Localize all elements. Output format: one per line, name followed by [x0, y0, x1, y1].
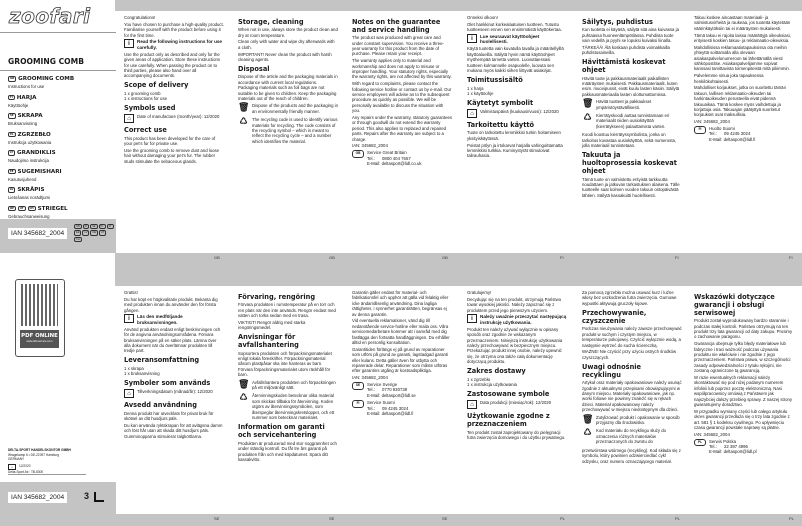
paragraph: IAN: 345682_2004 [694, 431, 730, 437]
country-badge: PL [100, 225, 104, 228]
language-subtitle: Bruksanvisning [8, 121, 38, 126]
language-subtitle: Instructions for use [8, 84, 45, 89]
paragraph: Sopsortera produkten och förpackningsmaterialet enligt lokala föreskrifter. Förpackningsmaterial såsom plastpåsar ska inte hanteras av barn. Förvara förpackningsmaterialet utom räckhåll för barn. [238, 350, 332, 378]
section-heading: Wskazówki dotyczące gwarancji i obsługi serwisowej [694, 292, 775, 317]
service-name: Service Great Britain [367, 150, 407, 156]
service-email: E-Mail: deltasport@lidl.pl [709, 449, 757, 455]
paragraph: Clean only with water and wipe dry afterwards with a cloth. [238, 39, 335, 50]
paragraph: Vid eventuella reklamationer, vänd dig till nedanstående service-hotline eller maila oss. Våra servicemedarbetare kommer att i samråd med dig fastlägga den fortsatta handläggningen. Du erhåller alltid en personlig konsultation. [352, 318, 450, 346]
language-title-row [8, 169, 62, 175]
country-badge: AT [101, 231, 105, 235]
country-code-badge: PL [10, 132, 14, 136]
service-name: Huolto Suomi [709, 126, 735, 132]
symbol-entry [124, 114, 224, 123]
country-badge: EE [76, 231, 80, 235]
language-title-row [8, 132, 51, 138]
corner-mark-icon [94, 492, 104, 502]
service-email: E-Mail: deltasport@lidl.co.uk [367, 160, 422, 166]
paragraph: The warranty applies only to material and workmanship and does not apply to misuse or improper handling. Your statutory rights, especially the warranty rights, are not affected by this warranty. [352, 58, 452, 80]
language-entry [8, 76, 74, 89]
service-contact [352, 400, 452, 416]
recycling-note [582, 113, 682, 129]
service-lines [709, 126, 755, 142]
language-product-name: GROOMING COMB [18, 76, 75, 82]
qr-code-icon [21, 284, 58, 326]
country-badge: CH [76, 237, 80, 241]
qr-code-box[interactable] [15, 279, 65, 357]
paragraph: Mahdollisissa reklamaatiotapauksissa ota meihin yhteyttä soittamalla alla olevaan asiakaspalvelunumeroon tai lähettämällä viesti sähköpostitse. Asiakaspalvelijamme sopivat kanssasi tarvittavista toimenpiteistä mitä pikimmin. [694, 44, 790, 72]
language-entry [8, 150, 56, 163]
paragraph: 1 x harja 1 x käyttöohje [467, 85, 494, 96]
country-badge: FI [352, 400, 364, 408]
factory-icon: ⌂ [124, 389, 134, 398]
service-phone: Tel.: 0800 404 7657 [367, 155, 411, 161]
service-lines [709, 439, 757, 455]
language-entry [8, 169, 62, 182]
top-header-strip [115, 0, 802, 11]
country-badge: GB [76, 225, 80, 228]
service-lines [367, 400, 413, 416]
bottom-column [467, 290, 567, 442]
language-entry [8, 113, 43, 126]
paragraph: Garantitiden förlängs ej på grund av reparationer som utförs på grund av garanti, lagstadgad garanti eller kulans. Detta gäller även för utbytta och reparerade delar. Reparationer som måste utföras efter garantins utgång är kostnadspliktiga. [352, 346, 449, 374]
language-title-row [8, 206, 68, 212]
language-subtitle: Instrukcja użytkowania [8, 139, 52, 145]
note-text: Lue seuraavat käyttöohjeet huolellisesti. [480, 34, 540, 45]
section-heading: Symbols used [124, 104, 176, 113]
page-language-label: FI [789, 255, 793, 260]
country-badge: FI [694, 126, 706, 134]
language-subtitle: Gebrauchsanweisung [8, 213, 50, 219]
symbol-text: Valmistuspäivä (kuukausi/vuosi): 12/2020 [480, 108, 559, 114]
service-phone: Tel.: 0770 930739 [367, 387, 408, 393]
paragraph: Decydując się na ten produkt, otrzymują Państwo towar wysokiej jakości. Należy zapoznać się z produktem przed jego pierwszym użyciem. [467, 296, 562, 313]
company-info [8, 448, 71, 474]
bottom-column [694, 290, 794, 457]
section-heading: Tarkoitettu käyttö [467, 120, 535, 129]
paragraph: When not in use, always store the product clean and dry at room temperature. [238, 27, 338, 38]
symbol-text: Tillverkningsdatum (månad/år): 12/2020 [137, 389, 213, 395]
top-column [124, 15, 224, 166]
pdf-online-badge [20, 330, 59, 348]
book-icon: i [467, 34, 477, 43]
paragraph: Förvara produkten i rumstemperatur på en torr och ren plats när den inte används. Rengör endast med vatten och torka sedan med en trasa. [238, 302, 336, 318]
service-phone: Tel.: 09 4245 3024 [367, 405, 409, 411]
factory-icon: ⌂ [467, 400, 477, 409]
service-name: Serwis Polska [709, 438, 736, 444]
note-text: Należy uważnie przeczytać następującą instrukcję użytkowania. [480, 314, 567, 325]
language-subtitle: Kasutusjuhend [8, 176, 37, 182]
language-entry [8, 187, 50, 200]
section-heading: Scope of delivery [124, 81, 189, 90]
paragraph: Produkten är producerad med stor noggrannhet och under ständig kontroll. Du får tre års garanti på produkten från och med köpdatumet. Spara ditt kassakvitto. [238, 441, 337, 463]
page-language-label: PL [789, 516, 794, 521]
service-phone: Tel.: 09 4245 3024 [709, 131, 751, 137]
pdf-online-label: PDF ONLINE [21, 333, 58, 339]
factory-icon: ⌂ [124, 114, 134, 123]
symbol-text: Återvinningskoden betecknar olika material som skickas tillbaka för återvinning. Koden utgörs av återvinningssymbolen, som återspeglar återvinningskretsloppet, och ett nummer som betecknar materialet. [252, 393, 335, 421]
paragraph: VIKTIGT! Rengör aldrig med starka rengöringsmedel. [238, 319, 306, 331]
paragraph: Käytä tuotetta vain kuvatulla tavalla ja määritellyillä käyttöalueilla. Säilytä hyvin nämä käyttöohjeet myöhempää tarvetta varten. Luovuttaessasi tuotteen kolmannelle osapuolelle, luovuta sen mukana myös kaikki siihen liittyvät asiakirjat. [467, 46, 564, 74]
page-language-label: FI [675, 255, 679, 260]
read-instructions-note [467, 314, 567, 324]
disposal-note [582, 415, 682, 426]
product-title: GROOMING COMB [8, 57, 84, 66]
paragraph: Tämä tuote on valmistettu erityistä tarkkuutta noudattaen ja jatkuvan tarkastuksen alaisena. Tälle tuotteelle saat kolmen vuoden takuun ostopäivästä lähtien. Säilytä kassakuitti huolellisesti. [582, 176, 680, 198]
page-language-label: GB [329, 255, 335, 260]
paragraph: Gwarancja obejmuje tylko błędy materiałowe lub fabryczne i traci ważność podczas używania produktu nie właściwie i nie zgodnie z jego przeznaczeniem. Państwa prawa, w szczególności zasady odpowiedzialności z tytułu rękojmi, nie zostaną ograniczone tą gwarancją. [694, 341, 791, 374]
section-heading: Avsedd användning [124, 401, 197, 410]
paragraph: The product was produced with great care and under constant supervision. You receive a three-year warranty for this product from the date of purchase. Please retain your receipt. [352, 35, 444, 57]
section-heading: Säilytys, puhdistus [582, 17, 653, 26]
recycling-icon: ♺ [583, 112, 592, 123]
page-language-label: SE [442, 516, 448, 521]
service-name: Service Sverige [367, 382, 398, 388]
paragraph: TÄRKEÄÄ! Älä koskaan puhdista voimakkailla puhdistusaineilla. [582, 44, 670, 56]
top-column [467, 15, 567, 160]
language-title-row [8, 76, 74, 82]
paragraph: Garantin gäller endast för material- och fabrikationsfel och upphör att gälla vid felaktig eller icke ändamålsenlig användning. Dina lagliga rättigheter, i synnerhet garantirätten, begränsas ej av denna garantin. [352, 290, 449, 317]
top-column [238, 15, 338, 147]
country-badge: PL [694, 439, 706, 447]
paragraph: IMPORTANT! Never clean the product with harsh cleaning agents. [238, 51, 332, 62]
paragraph: Grattis! [124, 290, 138, 295]
paragraph: Produkt został wyprodukowany bardzo starannie i podczas stałej kontroli. Państwo otrzymują na ten produkt trzy lata gwarancji od daty zakupu. Prosimy o zachowanie paragonu. [694, 318, 793, 340]
paragraph: Use the grooming comb to remove dust and loose hair without damaging your pet's fur. The rubber studs stimulate the sebaceous glands. [124, 148, 220, 164]
service-phone: Tel.: 22 397 4996 [709, 443, 748, 449]
section-heading: Notes on the guarantee and service handling [352, 17, 441, 34]
country-badge: GB [352, 150, 364, 158]
country-code-badge: CH [29, 206, 34, 210]
language-product-name: SKRĀPIS [17, 187, 45, 193]
section-heading: Toimitussisältö [467, 75, 523, 84]
waste-bin-icon: 🗑 [238, 378, 250, 389]
paragraph: Denna produkt har utvecklats för privat bruk för skötsel av ditt husdjurs päls. [124, 410, 214, 422]
symbol-text: Dispose of the products and the packaging in an environmentally friendly manner. [252, 103, 338, 114]
symbol-text: Avfallshantera produkten och förpackningen på ett miljövänligt sätt. [252, 379, 336, 391]
page-language-label: SE [214, 516, 220, 521]
section-heading: Käytetyt symbolit [467, 98, 534, 107]
ian-number-bottom: IAN 345682_2004 [8, 492, 67, 503]
section-heading: Förvaring, rengöring [238, 292, 316, 301]
factory-icon: ⌂ [467, 109, 477, 118]
page-language-label: FI [560, 255, 564, 260]
symbol-entry [124, 389, 224, 398]
paragraph: Du kan använda ryktskrapan för att avlägsna damm och löst hår utan att skada ditt husdjurs päls. Gumminopparna stimulerar talgkörtlarna. [124, 423, 223, 439]
language-product-name: ZGRZEBŁO [17, 131, 51, 138]
paragraph: 1 x skrapa 1 x bruksanvisning [124, 365, 160, 377]
language-product-name: GRANDIKLIS [17, 150, 56, 156]
symbol-text: Hävitä tuotteet ja pakkaukset ympäristöystävällisesti. [596, 99, 652, 110]
section-heading: Disposal [238, 64, 270, 73]
paragraph: Mahdolliset korjaukset, jotka on suoritettu tämän takuun, laillisen reklamaatio-oikeuden tai harkintaoikeuden perusteella eivät pidennä takuuaikaa. Tämä koskee myös vaihdettuja ja korjattuja osia. Takuuajan päätyttyä suoritetut korjaukset ovat maksullisia. [694, 85, 786, 118]
symbol-entry [467, 400, 567, 409]
top-column [352, 15, 452, 168]
cover-top [0, 0, 116, 253]
paragraph: Ten produkt został zaprojektowany do pielęgnacji futra zwierzęcia domowego i do użytku prywatnego. [467, 429, 566, 441]
paragraph: Tuote on tarkoitettu lemmikkisi turkin hoitamiseen yksityiskäytössä. [467, 130, 561, 141]
language-subtitle: Naudojimo instrukcija [8, 158, 49, 163]
section-heading: Anvisningar för avfallshantering [238, 333, 299, 350]
language-entry [8, 95, 36, 108]
paragraph: With regard to complaints, please contact the following service hotline or contact us by e-mail. Our service employees will advise as to the subsequent procedure as quickly as possible. We will be personally available to discuss the situation with you. [352, 81, 452, 114]
pdf-online-url: www.lidl-service.com [26, 339, 53, 343]
symbol-text: Kod materiału do recyklingu służy do oznaczenia różnych materiałów przeznaczonych do zwrotu do [596, 428, 666, 445]
symbol-text: Data produkcji (miesiąc/rok): 12/2020 [480, 400, 552, 406]
page-number: 3 [84, 491, 90, 501]
paragraph: Koodi koostuu kierrätyssymbolista, jonka on tarkoitus kuvastaa uusiokäyttöä, sekä numerosta, jolla materiaali tunnistetaan. [582, 132, 677, 149]
section-heading: Zastosowane symbole [467, 390, 550, 399]
book-icon: i [124, 314, 134, 323]
country-code-badge: FI [10, 95, 13, 99]
company-name: DELTA-SPORT HANDELSKONTOR GMBH [8, 448, 71, 452]
symbol-entry [467, 109, 567, 118]
paragraph: This product has been developed for the care of your pet's fur for private use. [124, 135, 216, 147]
page-language-label: GB [214, 255, 220, 260]
recycling-note [582, 428, 682, 444]
paragraph: IAN: 345682_2004 [694, 119, 730, 125]
recycling-icon: ♺ [239, 116, 248, 127]
top-column [582, 15, 682, 200]
paragraph: Du har köpt en högkvalitativ produkt. Bekanta dig med produkten innan du använder den för första gången. [124, 296, 218, 313]
service-contact [694, 126, 794, 142]
paragraph: Kun tuotetta ei käytetä, säilytä sitä aina kuivassa ja puhtaassa huoneenlämpötilassa. Puhdista tuote vain vedellä ja pyyhi se lopuksi kuivaksi liinalla. [582, 27, 679, 43]
country-code-badge: EE [10, 169, 14, 173]
paragraph: 1 x zgrzebło 1 x instrukcja użytkowania [467, 376, 517, 388]
disposal-note [582, 99, 682, 110]
recycling-icon: ♺ [583, 427, 592, 438]
paragraph: Use the product only as described and only for the given areas of application. Store these instructions for use carefully. When passing the product on to third parties, please also hand over all accompanying documents. [124, 51, 221, 79]
service-name: Service Suomi [367, 400, 395, 406]
language-entry [8, 206, 68, 219]
brand-logo: zoofari [9, 4, 91, 28]
paragraph: 1 x grooming comb 1 x instructions for use [124, 90, 167, 102]
paragraph: Any repairs under the warranty, statutory guarantees or through goodwill do not extend the warranty period. This also applies to replaced and repaired parts. Repairs after the warranty are subject to a charge. [352, 114, 452, 142]
paragraph: IAN: 345682_2004 [352, 143, 388, 149]
recycling-note [238, 117, 338, 144]
divider [8, 474, 86, 475]
country-code-badge: DE [10, 206, 14, 210]
country-code-badge: LV [10, 188, 14, 192]
language-product-name: HARJA [16, 94, 37, 101]
service-email: E-Mail: deltasport@lidl.se [367, 392, 416, 398]
symbol-text: Kierrätyskoodi auttaa tunnistamaan eri materiaalit niiden uusiokäyttöä (kierrätykseen) palauttamista varten. [596, 113, 670, 129]
page-language-label: GB [442, 255, 448, 260]
read-instructions-note [467, 34, 567, 44]
page-language-label: PL [675, 516, 680, 521]
divider [0, 70, 116, 71]
language-product-name: STRIEGEL [37, 205, 68, 212]
section-heading: Użytkowanie zgodne z przeznaczeniem [467, 412, 550, 429]
language-entry [8, 132, 51, 145]
paragraph: WAŻNE! Nie czyścić przy użyciu ostrych środków czyszczących. [582, 349, 677, 360]
ian-number: IAN 345682_2004 [8, 228, 67, 239]
country-code-badge: GB [10, 77, 15, 81]
language-title-row [8, 95, 36, 101]
section-heading: Correct use [124, 126, 167, 135]
section-heading: Hävittämistä koskevat ohjeet [582, 58, 666, 75]
company-address: Wragekamp 6 • DE-22397 Hamburg [8, 452, 60, 457]
service-lines [367, 382, 416, 398]
paragraph: Tämä takuu ei rajoita laissa määrättyjä oikeuksiasi, erityisesti koskien takuu- ja reklamaatio-oikeuksia. [694, 32, 791, 44]
note-text: Read the following instructions for use carefully. [137, 39, 222, 50]
section-heading: Storage, cleaning [238, 17, 304, 26]
paragraph: Podczas nieużywania należy zawsze przechowywać produkt w suchym i czystym miejscu, w temperaturze pokojowej. Czyścić wyłącznie wodą, a następnie wytrzeć do sucha ściereczką. [582, 326, 682, 348]
paragraph: Za pomocą zgrzebła można usuwać kurz i luźne włosy bez uszkodzenia futra zwierzęcia. Gumowe wypustki aktywują gruczoły łojowe. [582, 290, 677, 306]
section-heading: Przechowywanie, czyszczenie [582, 308, 647, 325]
language-product-name: SUGEMISHARI [17, 168, 62, 175]
country-badge: FI [84, 225, 88, 228]
divider [0, 32, 116, 33]
paragraph: Takuu koskee ainoastaan materiaali- ja valmistusvirheitä ja raukeaa, jos tuotetta käytetään väärinkäytöksiin tai ei määräysten mukaisesti. [694, 15, 791, 31]
paragraph: IAN: 345682_2004 [352, 375, 388, 381]
paragraph: You have chosen to purchase a high-quality product. Familiarise yourself with the product before using it for the first time. [124, 21, 224, 38]
country-badge: DE [92, 231, 97, 235]
section-heading: Zakres dostawy [467, 367, 526, 376]
paragraph: Hävitä tuote ja pakkausmateriaalit paikallisten määräysten mukaisesti. Pakkausmateriaalit, kuten esim. muovipussit, eivät kuulu lasten käsiin. Säilytä pakkausmateriaalia lasten ulottumattomissa. [582, 75, 680, 97]
top-column [694, 15, 794, 144]
symbol-text: Date of manufacture (month/year): 12/2020 [137, 114, 220, 120]
country-code-badge: LT [10, 151, 13, 155]
paragraph: Produkt ten należy używać wyłącznie w opisany sposób oraz zgodnie ze wskazanym przeznaczeniem. Niniejszą instrukcję użytkowania należy przechowywać w bezpiecznym miejscu. Przekazując produkt innej osobie, należy upewnić się, że otrzyma ona także całą dokumentację dotyczącą produktu. [467, 326, 563, 365]
recycling-icon: ♺ [239, 392, 248, 403]
read-instructions-note [124, 314, 224, 324]
section-heading: Symboler som används [124, 379, 211, 388]
manufacture-date-icon: ⌂ [8, 464, 16, 470]
waste-bin-icon: 🗑 [238, 102, 250, 113]
country-badge: LT [108, 225, 112, 228]
disposal-note [238, 103, 338, 114]
service-email: E-Mail: deltasport@lidl.fi [367, 411, 414, 417]
language-subtitle: Käyttöohje [8, 102, 29, 108]
bottom-column [238, 290, 338, 464]
symbol-text: Zutylizować produkt i opakowanie w sposób przyjazny dla środowiska. [596, 414, 680, 426]
country-code-badge: SE [10, 114, 14, 118]
paragraph: Artykuł oraz materiały opakowaniowe należy usunąć zgodnie z aktualnymi przepisami obowiązującymi w danym miejscu. Materiały opakowaniowe, jak np. worki foliowe nie powinny znaleźć się w rękach dzieci. Materiał opakowaniowy należy przechowywać w miejscu niedostępnym dla dzieci. [582, 380, 682, 413]
paragraph: Gratulujemy! [467, 290, 492, 295]
delta-sport-number: Delta-Sport-Nr.: TB-8300 [8, 469, 44, 474]
paragraph: Poistat pölyn ja irtokarvat harjalla vahingoittamatta lemmikkisi turkkia. Kuminystyrät stimuloivat talirauhasia. [467, 142, 563, 159]
service-email: E-Mail: deltasport@lidl.fi [709, 136, 756, 142]
service-contact [694, 439, 794, 455]
paragraph: W przypadku wymiany części lub całego artykułu okres gwarancji przedłuża się o trzy lata zgodnie z art. 581 § 1 kodeksu cywilnego. Po upływnięciu czasu gwarancji powstałe naprawy są płatne. [694, 408, 790, 430]
disposal-note [238, 380, 338, 391]
manufacture-date: 12/2020 [19, 464, 31, 469]
symbol-text: The recycling code is used to identify various materials for recycling. The code consists of the recycling symbol – which is meant to reflect the recycling cycle – and a number which identifies the material. [252, 117, 338, 144]
section-heading: Uwagi odnośnie recyklingu [582, 362, 641, 379]
service-contact [352, 150, 452, 166]
paragraph: W razie ewentualnych reklamacji należy skontaktować się pod niżej podanym numerem infolinii lub poprzez pocztę elektroniczną. Nasi współpracownicy omówią z Państwem jak najszybciej dalszy przebieg sprawy. Z naszej strony gwarantujemy doradztwo. [694, 374, 793, 407]
country-code-badge: AT [19, 206, 24, 210]
section-heading: Information om garanti och servicehantering [238, 423, 325, 440]
paragraph: Congratulations! [124, 15, 156, 20]
ian-panel-bottom [0, 482, 116, 526]
service-lines [367, 150, 422, 166]
book-icon: i [467, 314, 477, 323]
bottom-column [352, 290, 452, 419]
waste-bin-icon: 🗑 [582, 413, 594, 424]
ian-panel [0, 219, 116, 253]
language-subtitle: Lietošanas norādījumi [8, 195, 51, 200]
recycling-note [238, 393, 338, 420]
waste-bin-icon: 🗑 [582, 98, 594, 109]
language-title-row [8, 150, 56, 156]
page-language-label: PL [560, 516, 565, 521]
book-icon: i [124, 39, 134, 48]
section-heading: Leveransomfattning [124, 356, 200, 365]
bottom-column [582, 290, 682, 465]
bottom-column [124, 290, 224, 441]
read-instructions-note [124, 39, 224, 49]
company-country: GERMANY [8, 457, 25, 462]
country-badge: SE [92, 225, 96, 228]
language-product-name: SKRAPA [17, 113, 43, 119]
paragraph: Använd produkten endast enligt beskrivningen och för de angivna användningsområdena. Förvara bruksanvisningen på en säker plats. Lämna över alla dokument när du överlämnar produkten till tredje part. [124, 326, 221, 354]
paragraph: przetwórstwa wtórnego (recykling). Kod składa się z symbolu, który powinien odzwierciedlać cykl odzysku, oraz numeru oznaczającego materiał. [582, 447, 681, 464]
note-text: Läs den medföljande bruksanvisningen. [137, 314, 183, 325]
service-contact [352, 382, 452, 398]
paragraph: Palvelemme sinua joka tapauksessa henkilökohtaisesti. [694, 73, 764, 84]
section-heading: Takuuta ja huoltoprosessia koskevat ohjeet [582, 150, 677, 175]
country-badges [74, 224, 114, 242]
country-badge: SE [352, 382, 364, 390]
language-title-row [8, 187, 50, 193]
paragraph: Onneksi olkoon! [467, 15, 498, 20]
page-language-label: SE [329, 516, 335, 521]
country-badge: LV [84, 231, 88, 235]
language-title-row [8, 113, 43, 119]
paragraph: Olet hankkinut korkealaatuisen tuotteen. Tutustu tuotteeseen ennen sen ensimmäistä käyttökertaa. [467, 21, 562, 33]
paragraph: Dispose of the article and the packaging materials in accordance with current local regulations. Packaging materials such as foil bags are not suitable to be given to children. Keep the packaging materials out of the reach of children. [238, 74, 338, 102]
